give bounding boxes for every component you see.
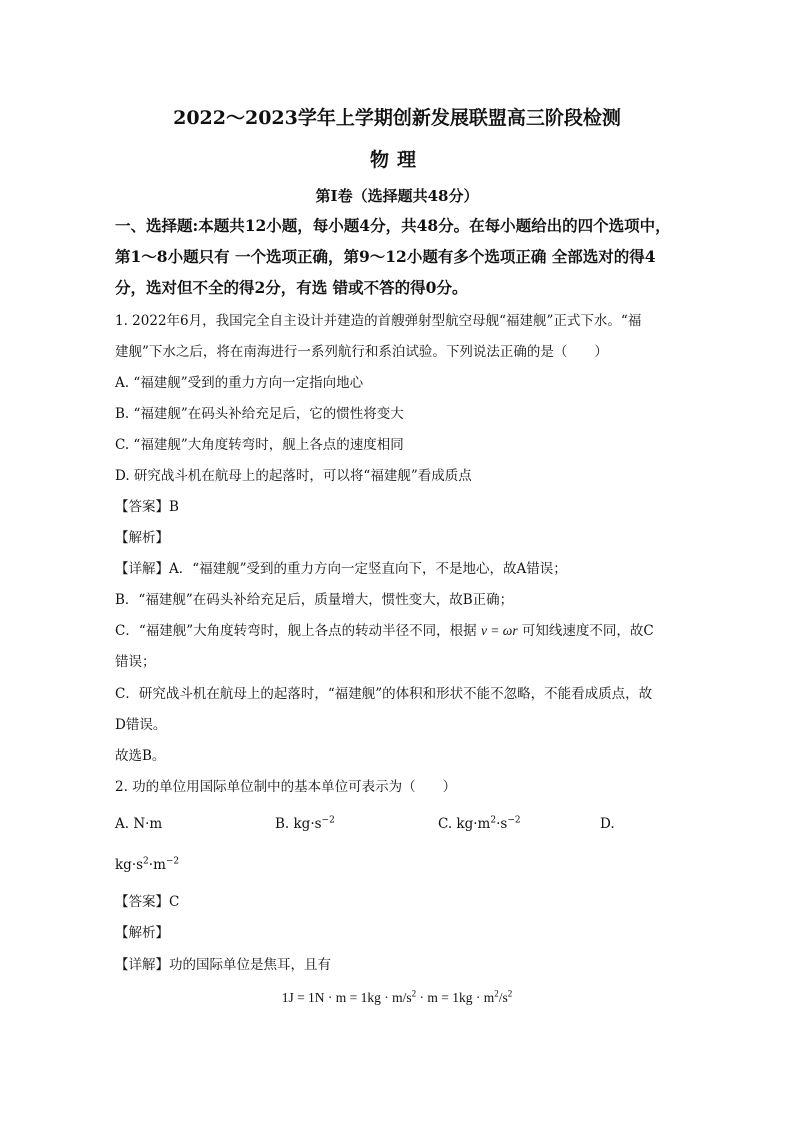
section-instructions-line-2: 第1～8小题只有 一个选项正确，第9～12小题有多个选项正确 全部选对的得4 <box>115 247 656 266</box>
q1-detail-a: 【详解】A．“福建舰”受到的重力方向一定竖直向下，不是地心，故A错误； <box>115 561 567 577</box>
q2-option-d-value <box>115 855 179 875</box>
q2-option-c <box>438 814 521 834</box>
formula-exponent-2: 2 <box>494 988 499 999</box>
q2-answer: 【答案】C <box>115 894 180 910</box>
q1-detail-c-line-2: 错误； <box>115 654 156 670</box>
formula-exponent-1: 2 <box>411 988 417 999</box>
q1-detail-c <box>115 621 654 641</box>
q1-option-d: D. 研究战斗机在航母上的起落时，可以将“福建舰”看成质点 <box>115 468 472 484</box>
q2-option-c-exponent-2: −2 <box>507 815 521 826</box>
q1-detail-b: B．“福建舰”在码头补给充足后，质量增大，惯性变大，故B正确； <box>115 592 514 608</box>
q1-option-b: B. “福建舰”在码头补给充足后，它的惯性将变大 <box>115 406 404 422</box>
q2-option-b-base: B. kg·s <box>275 816 322 832</box>
q1-velocity-formula: v = ωr <box>480 623 518 638</box>
q1-detail-d-line-1: C．研究战斗机在航母上的起落时，“福建舰”的体积和形状不能不忽略，不能看成质点，故 <box>115 686 653 702</box>
q1-analysis-tag: 【解析】 <box>115 530 169 546</box>
q2-option-c-exponent-1: 2 <box>490 815 497 826</box>
q1-detail-c-text: C．“福建舰”大角度转弯时，舰上各点的转动半径不同，根据 <box>115 623 477 639</box>
q2-option-c-base: C. kg·m <box>438 816 491 832</box>
formula-part-3: /s <box>498 990 508 1005</box>
q1-conclusion: 故选B。 <box>115 748 166 764</box>
volume-heading: 第Ⅰ卷（选择题共48分） <box>315 187 479 205</box>
section-instructions-line-3: 分，选对但不全的得2分，有选 错或不答的得0分。 <box>115 278 468 297</box>
q2-analysis-tag: 【解析】 <box>115 925 169 941</box>
formula-exponent-3: 2 <box>507 988 513 999</box>
exam-title: 2022～2023学年上学期创新发展联盟高三阶段检测 <box>173 107 621 129</box>
q1-option-a: A. “福建舰”受到的重力方向一定指向地心 <box>115 375 364 391</box>
q1-stem-line-1: 1. 2022年6月，我国完全自主设计并建造的首艘弹射型航空母舰“福建舰”正式下水。“福 <box>115 313 642 329</box>
q2-option-a: A. N·m <box>115 816 163 832</box>
subject-title: 物理 <box>369 149 424 171</box>
q2-detail: 【详解】功的国际单位是焦耳，且有 <box>115 957 331 973</box>
formula-part-2: · m = 1kg · m <box>416 990 495 1005</box>
q1-detail-d-line-2: D错误。 <box>115 717 167 733</box>
q2-option-d-mid: ·m <box>148 857 166 873</box>
q1-answer: 【答案】B <box>115 499 179 515</box>
q2-stem: 2. 功的单位用国际单位制中的基本单位可表示为（ ） <box>115 779 457 795</box>
q1-option-c: C. “福建舰”大角度转弯时，舰上各点的速度相同 <box>115 437 404 453</box>
q2-option-b-exponent: −2 <box>321 815 335 826</box>
q2-option-d-base: kg·s <box>115 857 144 873</box>
section-instructions-line-1: 一、选择题:本题共12小题，每小题4分，共48分。在每小题给出的四个选项中， <box>115 216 671 235</box>
q2-option-d-exponent-2: −2 <box>165 856 180 867</box>
q1-stem-line-2: 建舰”下水之后，将在南海进行一系列航行和系泊试验。下列说法正确的是（ ） <box>115 344 608 360</box>
q2-option-d-label: D. <box>600 816 615 832</box>
q2-option-c-mid: ·s <box>496 816 508 832</box>
q1-detail-c-text-2: 可知线速度不同，故C <box>521 623 654 639</box>
q2-option-b <box>275 814 335 834</box>
q2-unit-formula <box>0 987 794 1009</box>
q2-option-d-exponent-1: 2 <box>143 856 149 867</box>
formula-part-1: 1J = 1N · m = 1kg · m/s <box>281 990 412 1005</box>
